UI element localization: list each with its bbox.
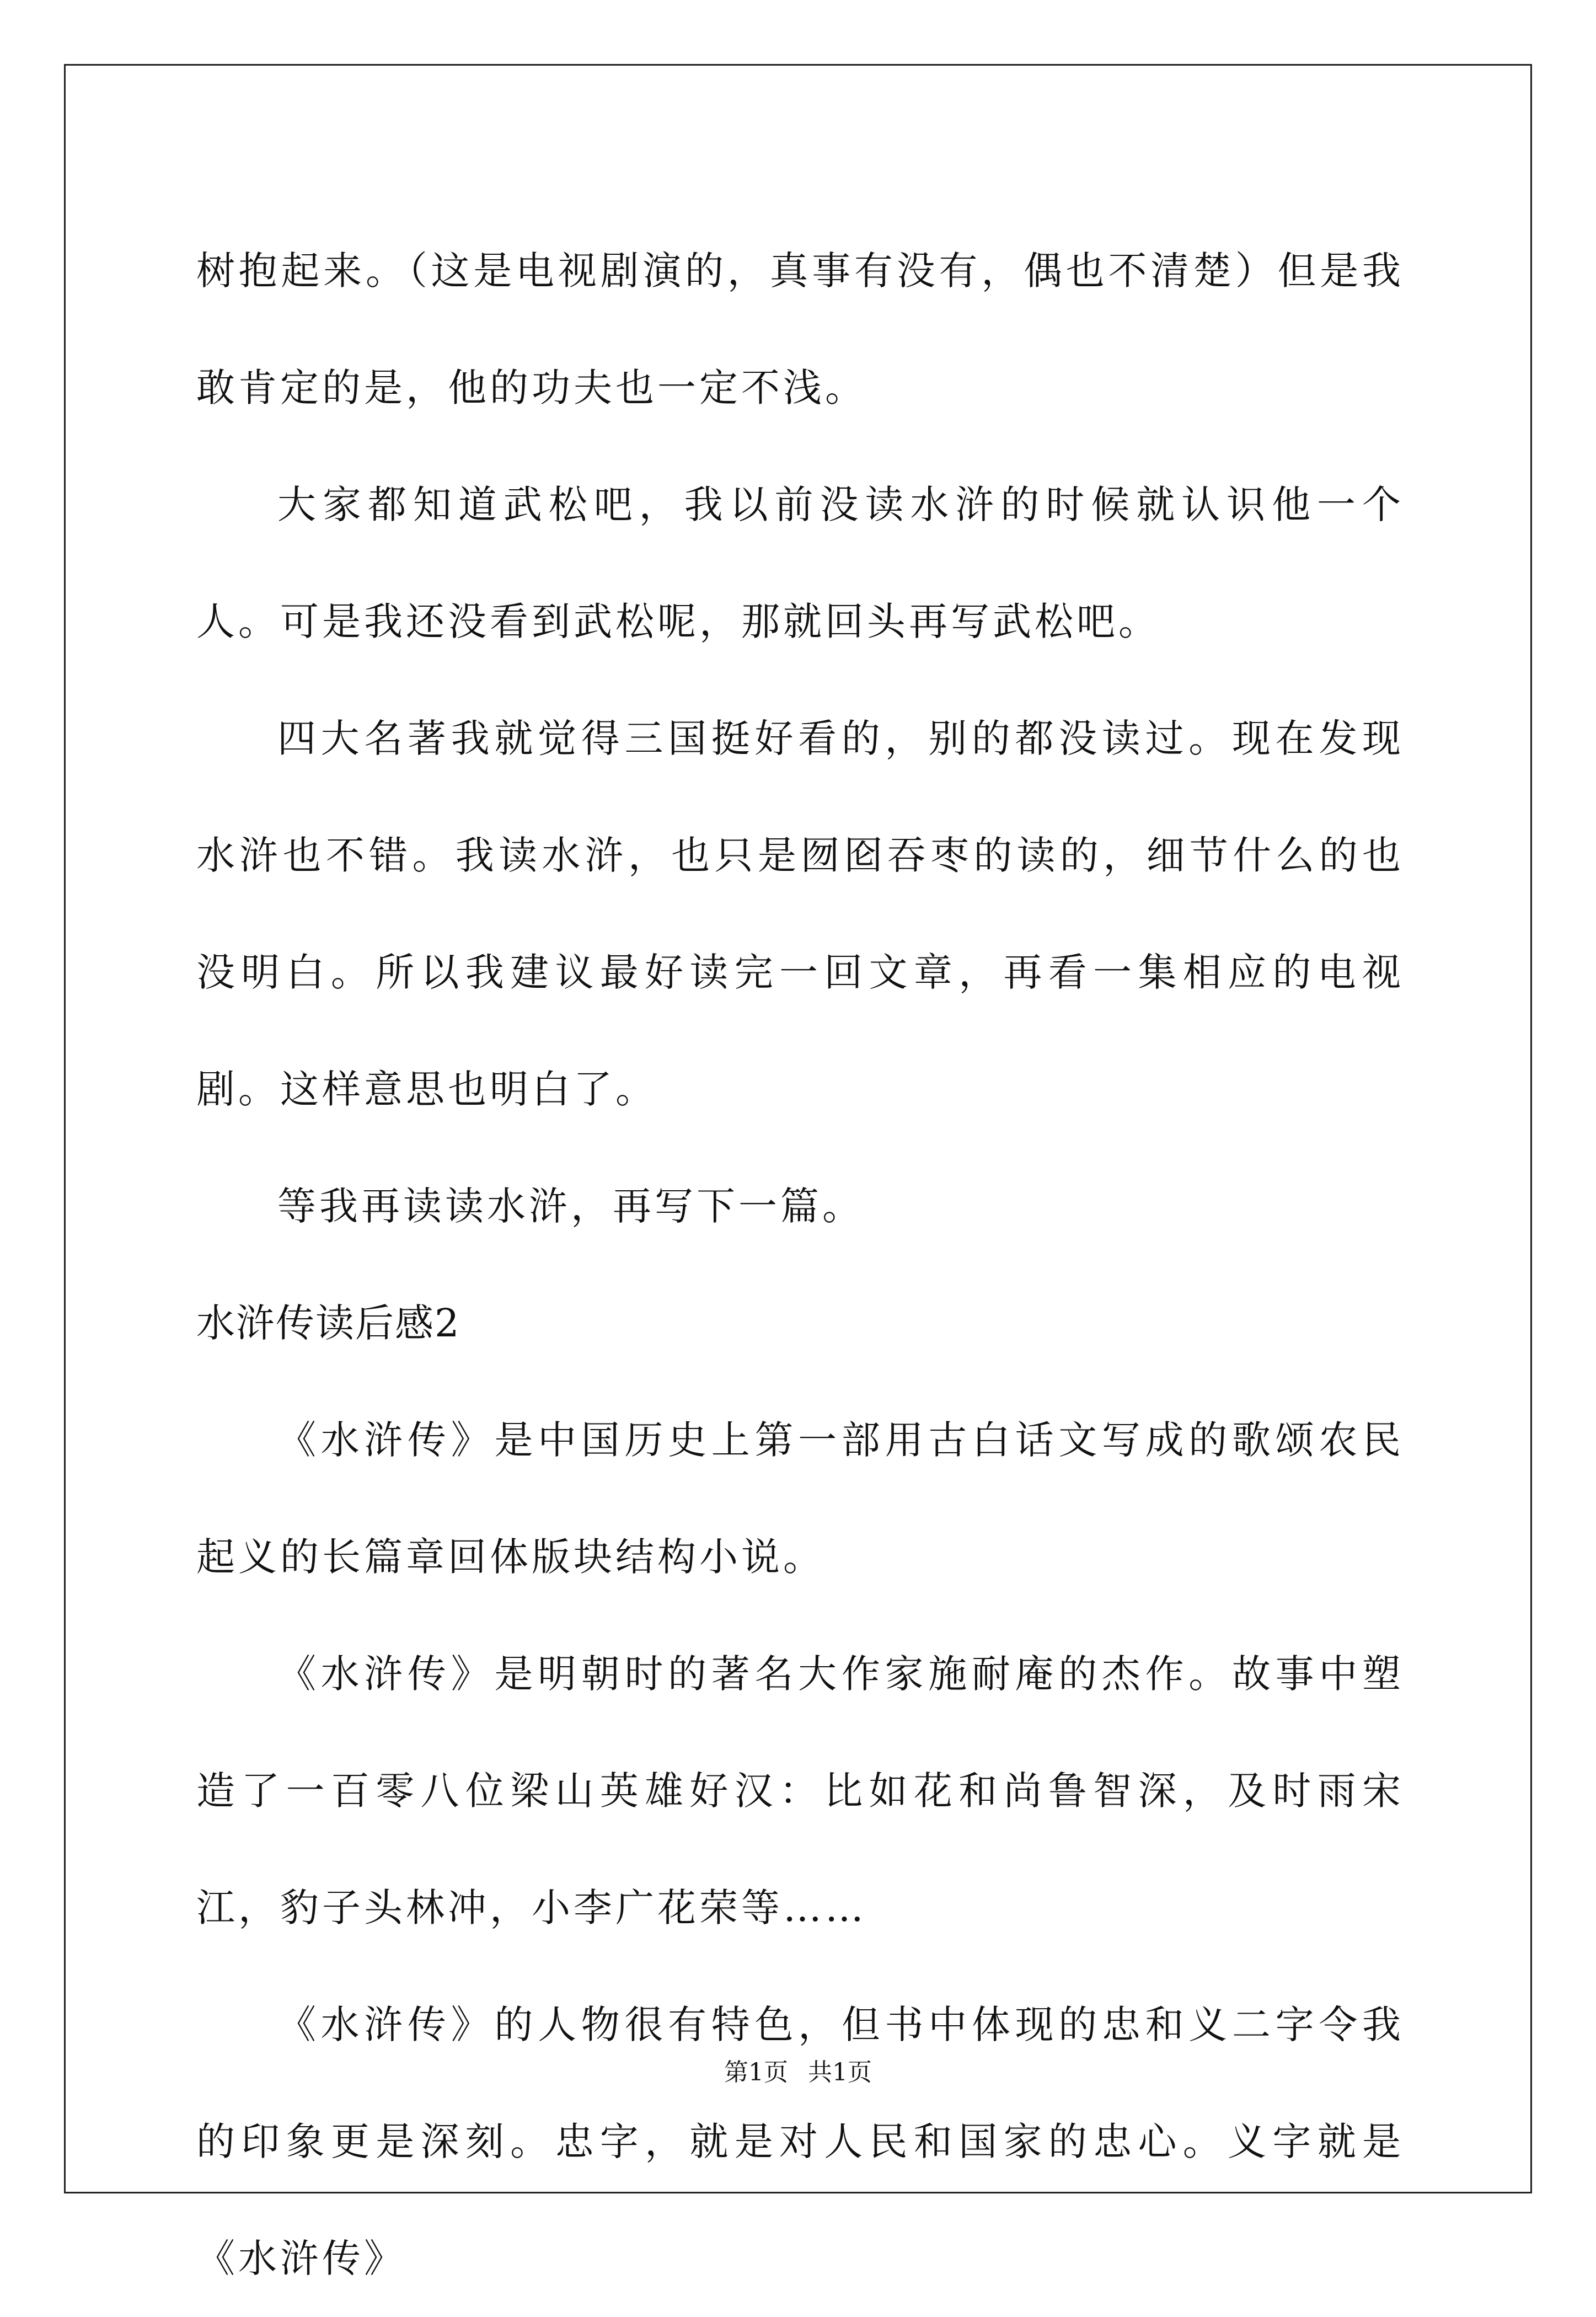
page-number: 第1页 bbox=[724, 2058, 788, 2086]
document-body bbox=[196, 212, 1404, 2317]
section-heading: 水浒传读后感2 bbox=[196, 1301, 460, 1346]
page-footer bbox=[0, 2056, 1596, 2089]
page-total: 共1页 bbox=[808, 2058, 872, 2086]
paragraph-2: 大家都知道武松吧，我以前没读水浒的时候就认识他一个人。可是我还没看到武松呢，那就回头再写武松吧。 bbox=[196, 482, 1404, 644]
paragraph-6: 《水浒传》是明朝时的著名大作家施耐庵的杰作。故事中塑造了一百零八位梁山英雄好汉：比如花和尚鲁智深，及时雨宋江，豹子头林冲，小李广花荣等…… bbox=[196, 1651, 1404, 1930]
paragraph-1: 树抱起来。（这是电视剧演的，真事有没有，偶也不清楚）但是我敢肯定的是，他的功夫也一定不浅。 bbox=[196, 248, 1404, 410]
paragraph-7: 《水浒传》的人物很有特色，但书中体现的忠和义二字令我的印象更是深刻。忠字，就是对人民和国家的忠心。义字就是《水浒传》 bbox=[196, 2002, 1404, 2281]
paragraph-4: 等我再读读水浒，再写下一篇。 bbox=[277, 1184, 864, 1229]
paragraph-3: 四大名著我就觉得三国挺好看的，别的都没读过。现在发现水浒也不错。我读水浒，也只是囫囵吞枣的读的，细节什么的也没明白。所以我建议最好读完一回文章，再看一集相应的电视剧。这样意思也明白了。 bbox=[196, 716, 1404, 1112]
paragraph-5: 《水浒传》是中国历史上第一部用古白话文写成的歌颂农民起义的长篇章回体版块结构小说。 bbox=[196, 1417, 1404, 1580]
